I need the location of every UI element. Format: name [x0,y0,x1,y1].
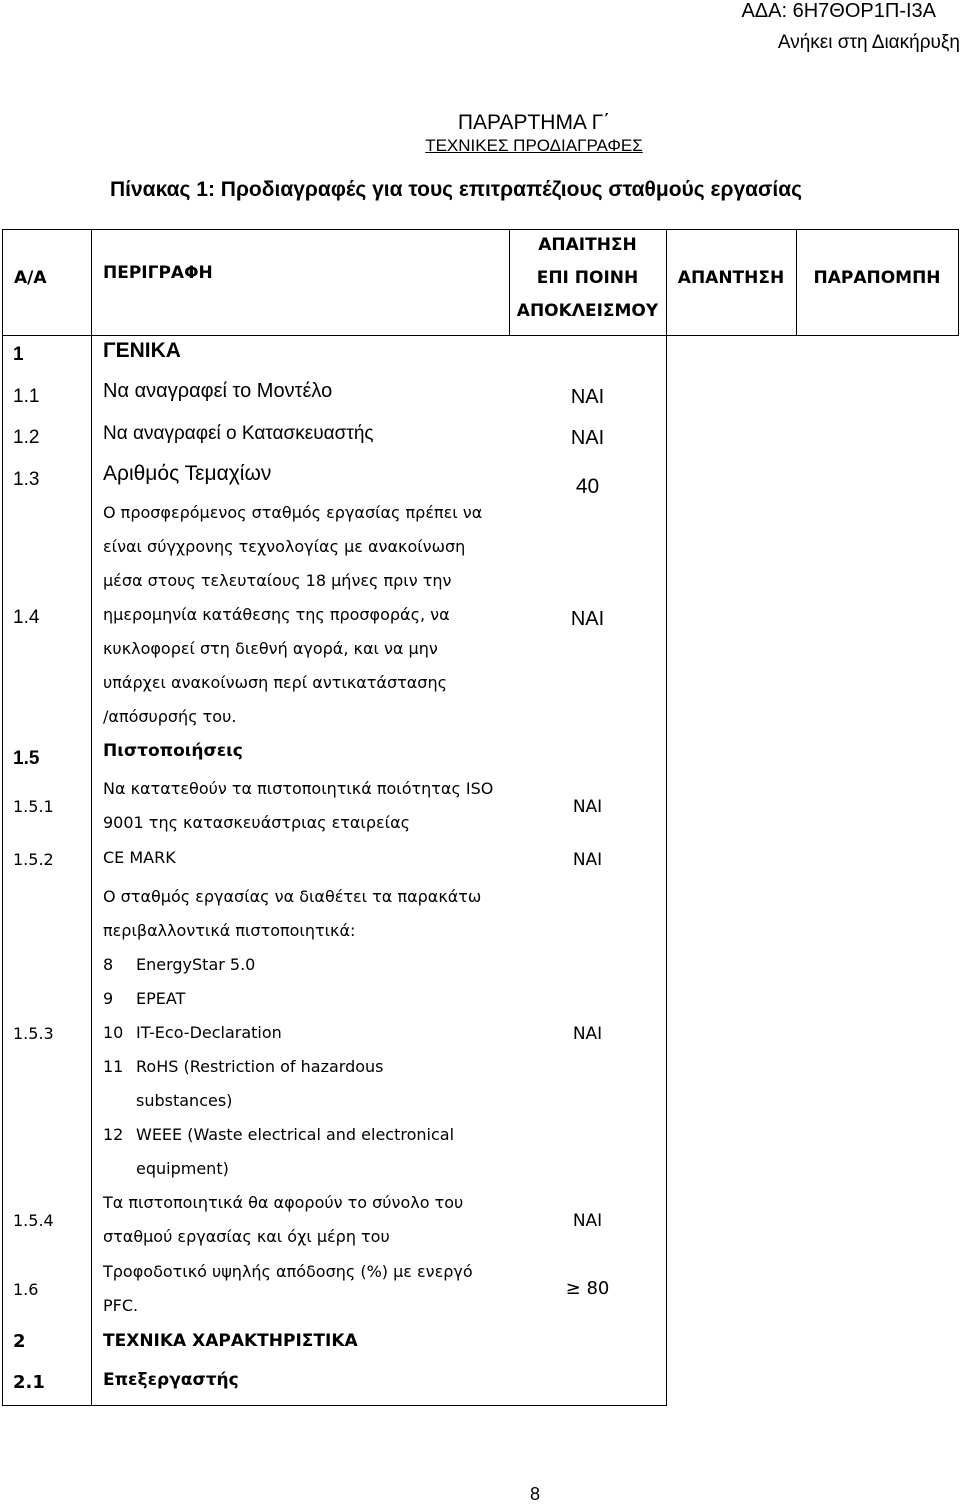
row-number-1-5-4: 1.5.4 [13,1211,54,1230]
row-number-1-5-2: 1.5.2 [13,850,54,869]
row-number-2-1: 2.1 [13,1372,45,1393]
row-number-1-5: 1.5 [13,748,40,769]
col-header-reference: ΠΑΡΑΠΟΜΠΗ [813,268,941,288]
row-desc-1-4-line-6: υπάρχει ανακοίνωση περί αντικατάστασης [103,673,447,692]
col-header-aa: Α/Α [14,268,47,288]
row-req-1-2: ΝΑΙ [570,427,605,449]
row-req-1-5-1: ΝΑΙ [572,797,603,817]
column-divider-aa [91,229,92,1406]
section-title-certifications: Πιστοποιήσεις [103,741,243,761]
row-desc-1-5-3-intro-2: περιβαλλοντικά πιστοποιητικά: [103,921,356,940]
cert-list-item: EPEAT [136,989,186,1008]
row-desc-1-4-line-1: Ο προσφερόμενος σταθμός εργασίας πρέπει να [103,503,483,522]
row-desc-1-5-1-line-1: Να κατατεθούν τα πιστοποιητικά ποιότητας ISO [103,779,494,798]
cert-list-item: EnergyStar 5.0 [136,955,256,974]
row-desc-1-6-line-1: Τροφοδοτικό υψηλής απόδοσης (%) με ενεργό [103,1262,473,1281]
cert-list-item: IT-Eco-Declaration [136,1023,282,1042]
row-req-1-3: 40 [575,475,600,498]
row-req-1-5-3: ΝΑΙ [572,1024,603,1044]
row-desc-1-4-line-4: ημερομηνία κατάθεσης της προσφοράς, να [103,605,450,624]
table-border-left [2,229,3,1406]
cert-list-item-continued: equipment) [136,1159,229,1178]
table-border-bottom [2,1405,667,1406]
row-number-1-4: 1.4 [13,607,40,628]
table-border-right [958,229,959,336]
row-desc-1-4-line-2: είναι σύγχρονης τεχνολογίας με ανακοίνωση [103,537,466,556]
cert-list-item: WEEE (Waste electrical and electronical [136,1125,455,1144]
row-desc-2-1: Επεξεργαστής [103,1370,239,1390]
page-number: 8 [529,1484,540,1504]
col-header-answer: ΑΠΑΝΤΗΣΗ [677,268,785,288]
row-number-1-1: 1.1 [13,386,40,407]
row-number-1-2: 1.2 [13,427,40,448]
row-req-1-5-4: ΝΑΙ [572,1211,603,1231]
header-note: Ανήκει στη Διακήρυξη [777,32,960,53]
row-desc-1-3: Αριθμός Τεμαχίων [103,462,272,485]
row-desc-1-5-4-line-2: σταθμού εργασίας και όχι μέρη του [103,1227,390,1246]
row-desc-1-4-line-7: /απόσυρσής του. [103,707,237,726]
row-number-1: 1 [13,344,24,365]
cert-list-item-continued: substances) [136,1091,233,1110]
table-title: Πίνακας 1: Προδιαγραφές για τους επιτραπέζιους σταθμούς εργασίας [110,178,803,201]
row-number-1-3: 1.3 [13,469,40,490]
section-title-technical: ΤΕΧΝΙΚΑ ΧΑΡΑΚΤΗΡΙΣΤΙΚΑ [103,1331,358,1351]
row-desc-1-2: Να αναγραφεί ο Κατασκευαστής [103,423,374,444]
row-number-1-6: 1.6 [13,1280,39,1299]
column-divider-req [666,229,667,1406]
row-req-1-4: ΝΑΙ [570,608,605,630]
cert-list-item: RoHS (Restriction of hazardous [136,1057,384,1076]
cert-list-number: 12 [103,1125,124,1144]
header-row-divider [2,335,959,336]
cert-list-number: 11 [103,1057,124,1076]
row-number-1-5-1: 1.5.1 [13,797,54,816]
col-header-requirement-1: ΑΠΑΙΤΗΣΗ [538,235,637,255]
row-req-1-1: ΝΑΙ [570,386,605,408]
cert-list-number: 10 [103,1023,124,1042]
row-req-1-5-2: ΝΑΙ [572,850,603,870]
row-req-1-6: ≥ 80 [565,1278,610,1299]
col-header-requirement-2: ΕΠΙ ΠΟΙΝΗ [536,268,639,288]
row-desc-1-5-2: CE MARK [103,848,176,867]
cert-list-number: 9 [103,989,114,1008]
row-number-1-5-3: 1.5.3 [13,1024,54,1043]
col-header-requirement-3: ΑΠΟΚΛΕΙΣΜΟΥ [516,301,659,321]
row-desc-1-5-4-line-1: Τα πιστοποιητικά θα αφορούν το σύνολο του [103,1193,464,1212]
row-desc-1-6-line-2: PFC. [103,1296,139,1315]
table-border-top [2,229,959,230]
row-desc-1-5-1-line-2: 9001 της κατασκευάστριας εταιρείας [103,813,410,832]
annex-subtitle: ΤΕΧΝΙΚΕΣ ΠΡΟΔΙΑΓΡΑΦΕΣ [425,136,643,155]
row-desc-1-1: Να αναγραφεί το Μοντέλο [103,380,333,402]
row-desc-1-5-3-intro-1: Ο σταθμός εργασίας να διαθέτει τα παρακάτω [103,887,482,906]
section-title-general: ΓΕΝΙΚΑ [103,339,181,362]
row-number-2: 2 [13,1331,26,1352]
cert-list-number: 8 [103,955,114,974]
col-header-description: ΠΕΡΙΓΡΑΦΗ [103,263,213,283]
header-ada-code: ΑΔΑ: 6Η7ΘΟΡ1Π-Ι3Α [741,0,936,22]
row-desc-1-4-line-3: μέσα στους τελευταίους 18 μήνες πριν την [103,571,452,590]
annex-title: ΠΑΡΑΡΤΗΜΑ Γ΄ [457,111,611,134]
row-desc-1-4-line-5: κυκλοφορεί στη διεθνή αγορά, και να μην [103,639,438,658]
